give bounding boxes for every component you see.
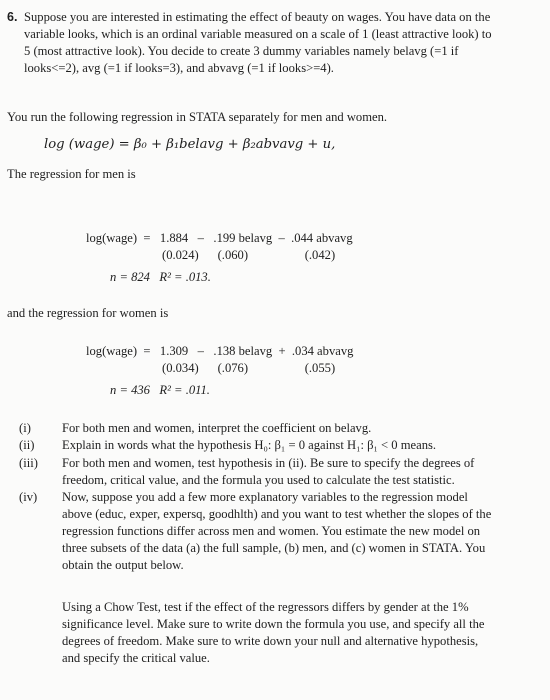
chow-line: significance level. Make sure to write down the formula you use, and specify all the xyxy=(62,617,485,631)
q6-line-2: variable looks, which is an ordinal variable measured on a scale of 1 (least attractive look) to xyxy=(24,27,492,41)
question-6-text xyxy=(24,9,539,77)
part-line: Explain in words what the hypothesis H₀: β₁ = 0 against H₁: β₁ < 0 means. xyxy=(62,438,437,452)
part-line: above (educ, exper, expersq, goodhlth) and you want to test whether the slopes of the xyxy=(62,507,492,521)
part-i xyxy=(62,420,532,437)
model-equation: log (wage) = β₀ + β₁belavg + β₂abvavg + u, xyxy=(44,137,336,152)
part-iv xyxy=(62,489,532,574)
women-standard-errors: (0.034) (.076) (.055) xyxy=(162,361,336,375)
question-number: 6. xyxy=(7,10,18,24)
part-label: (iii) xyxy=(19,456,38,470)
women-equation: log(wage) = 1.309 – .138 belavg + .034 abvavg xyxy=(86,344,354,358)
women-intro: and the regression for women is xyxy=(7,306,169,320)
chow-line: Using a Chow Test, test if the effect of the regressors differs by gender at the 1% xyxy=(62,600,469,614)
men-equation: log(wage) = 1.884 – .199 belavg – .044 abvavg xyxy=(86,231,353,245)
part-line: For both men and women, interpret the coefficient on belavg. xyxy=(62,421,372,435)
run-regression-text: You run the following regression in STATA separately for men and women. xyxy=(7,110,388,124)
men-stats: n = 824 R² = .013. xyxy=(110,270,211,284)
part-line: Now, suppose you add a few more explanatory variables to the regression model xyxy=(62,490,468,504)
q6-line-4: looks<=2), avg (=1 if looks=3), and abvavg (=1 if looks>=4). xyxy=(24,61,334,75)
men-intro: The regression for men is xyxy=(7,167,136,181)
chow-line: degrees of freedom. Make sure to write down your null and alternative hypothesis, xyxy=(62,634,479,648)
part-line: For both men and women, test hypothesis in (ii). Be sure to specify the degrees of xyxy=(62,456,475,470)
q6-line-3: 5 (most attractive look). You decide to create 3 dummy variables namely belavg (=1 if xyxy=(24,44,459,58)
part-label: (i) xyxy=(19,421,31,435)
chow-line: and specify the critical value. xyxy=(62,651,210,665)
chow-test-instructions xyxy=(62,599,532,667)
women-regression xyxy=(86,343,353,399)
part-label: (ii) xyxy=(19,438,35,452)
part-line: obtain the output below. xyxy=(62,558,184,572)
part-line: freedom, critical value, and the formula you used to calculate the test statistic. xyxy=(62,473,455,487)
part-iii xyxy=(62,455,532,489)
part-label: (iv) xyxy=(19,490,38,504)
part-line: regression functions differ across men and women. You estimate the new model on xyxy=(62,524,481,538)
women-stats: n = 436 R² = .011. xyxy=(110,383,210,397)
q6-line-1: Suppose you are interested in estimating the effect of beauty on wages. You have data on the xyxy=(24,10,491,24)
part-line: three subsets of the data (a) the full sample, (b) men, and (c) women in STATA. You xyxy=(62,541,486,555)
men-standard-errors: (0.024) (.060) (.042) xyxy=(162,248,336,262)
part-ii xyxy=(62,437,532,454)
men-regression xyxy=(86,230,353,286)
